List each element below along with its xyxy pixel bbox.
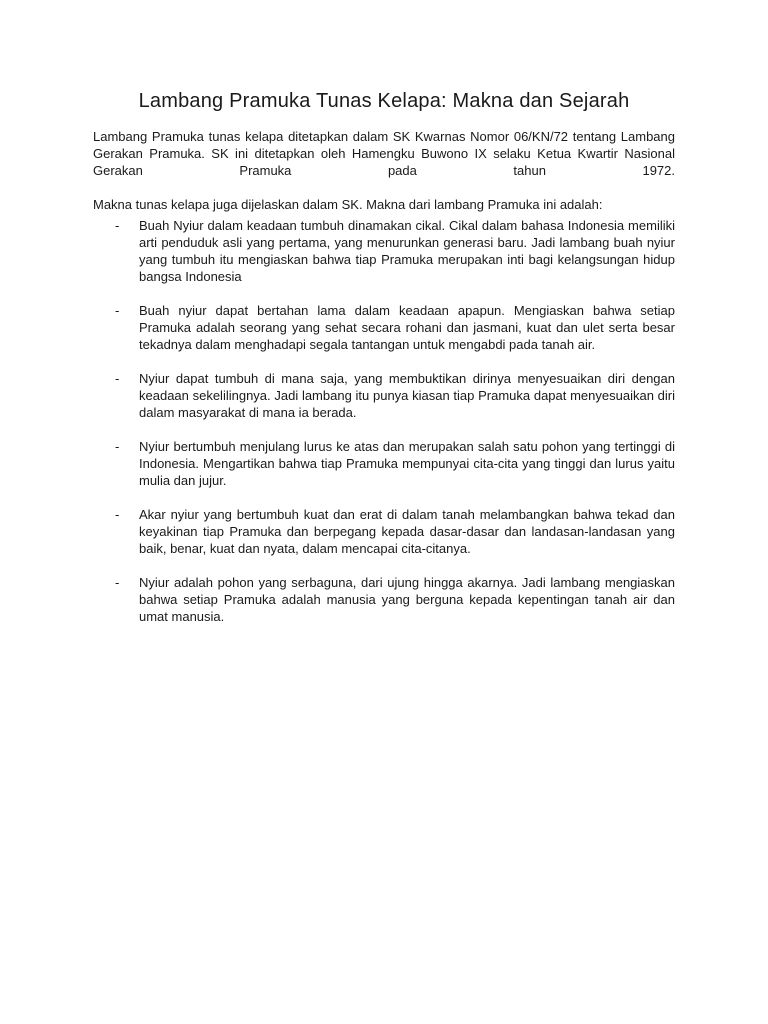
list-item-text: Akar nyiur yang bertumbuh kuat dan erat di dalam tanah melambangkan bahwa tekad dan keyakinan tiap Pramuka dan berpegang kepada dasar-dasar dan landasan-landasan yang baik, benar, kuat dan nyata, dalam mencapai cita-citanya.: [139, 507, 675, 556]
list-item-text: Buah Nyiur dalam keadaan tumbuh dinamakan cikal. Cikal dalam bahasa Indonesia memiliki arti penduduk asli yang pertama, yang menurunkan generasi baru. Jadi lambang buah nyiur yang tumbuh itu mengiaskan bahwa tiap Pramuka merupakan inti bagi kelangsungan hidup bangsa Indonesia: [139, 218, 675, 284]
list-item: [93, 370, 675, 421]
list-item: [93, 217, 675, 285]
bullet-dash: -: [115, 507, 120, 522]
bullet-dash: -: [115, 303, 120, 318]
bullet-dash: -: [115, 575, 120, 590]
bullet-dash: -: [115, 218, 120, 233]
bullet-dash: -: [115, 439, 120, 454]
list-item: [93, 302, 675, 353]
bullet-dash: -: [115, 371, 120, 386]
list-item: [93, 574, 675, 625]
list-item: [93, 506, 675, 557]
list-item-text: Nyiur adalah pohon yang serbaguna, dari ujung hingga akarnya. Jadi lambang mengiaskan bahwa setiap Pramuka adalah manusia yang berguna kepada kepentingan tanah air dan umat manusia.: [139, 575, 675, 624]
document-page: [93, 88, 675, 642]
lead-paragraph: Makna tunas kelapa juga dijelaskan dalam SK. Makna dari lambang Pramuka ini adalah:: [93, 197, 603, 212]
meaning-list: [93, 217, 675, 625]
intro-paragraph: Lambang Pramuka tunas kelapa ditetapkan dalam SK Kwarnas Nomor 06/KN/72 tentang Lambang Gerakan Pramuka. SK ini ditetapkan oleh Hamengku Buwono IX selaku Ketua Kwartir Nasional Gerakan Pramuka pada tahun 1972.: [93, 129, 675, 178]
list-item-text: Buah nyiur dapat bertahan lama dalam keadaan apapun. Mengiaskan bahwa setiap Pramuka adalah seorang yang sehat secara rohani dan jasmani, kuat dan ulet serta besar tekadnya dalam menghadapi segala tantangan untuk mengabdi pada tanah air.: [139, 303, 675, 352]
list-item: [93, 438, 675, 489]
list-item-text: Nyiur dapat tumbuh di mana saja, yang membuktikan dirinya menyesuaikan diri dengan keadaan sekelilingnya. Jadi lambang itu punya kiasan tiap Pramuka dapat menyesuaikan diri dalam masyarakat di mana ia berada.: [139, 371, 675, 420]
list-item-text: Nyiur bertumbuh menjulang lurus ke atas dan merupakan salah satu pohon yang tertinggi di Indonesia. Mengartikan bahwa tiap Pramuka mempunyai cita-cita yang tinggi dan lurus yaitu mulia dan jujur.: [139, 439, 675, 488]
document-title: Lambang Pramuka Tunas Kelapa: Makna dan Sejarah: [138, 90, 630, 112]
